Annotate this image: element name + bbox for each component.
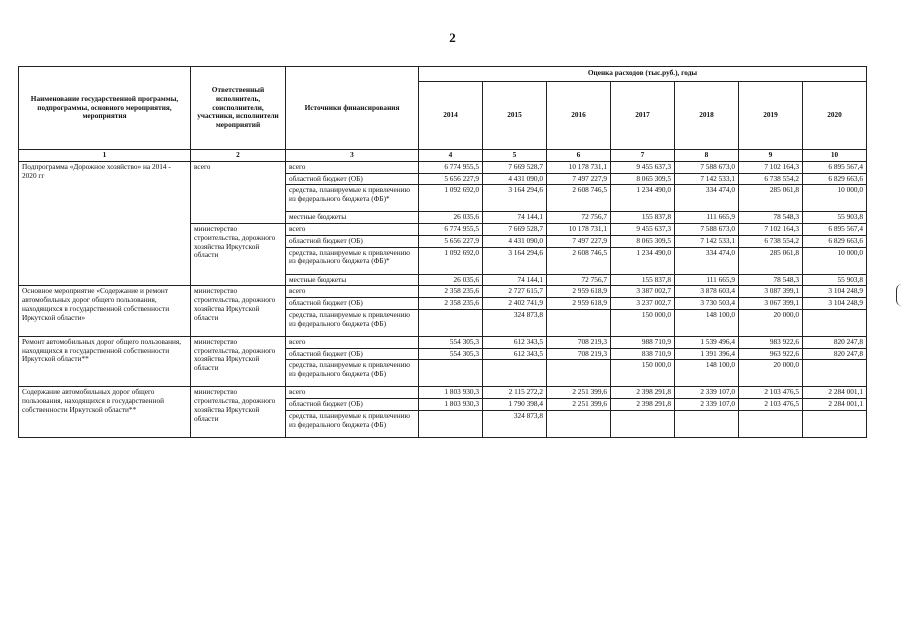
amount-cell: 3 067 399,1 — [739, 298, 803, 310]
table-row — [19, 161, 867, 173]
amount-cell: 3 387 002,7 — [611, 286, 675, 298]
funding-source-cell: областной бюджет (ОБ) — [286, 173, 419, 185]
amount-cell: 155 837,8 — [611, 274, 675, 286]
amount-cell: 6 895 567,4 — [803, 224, 867, 236]
header-year: 2014 — [419, 81, 483, 149]
amount-cell — [547, 360, 611, 387]
funding-source-cell: областной бюджет (ОБ) — [286, 348, 419, 360]
amount-cell: 5 656 227,9 — [419, 173, 483, 185]
amount-cell: 3 104 248,9 — [803, 286, 867, 298]
amount-cell: 5 656 227,9 — [419, 235, 483, 247]
program-name-cell: Основное мероприятие «Содержание и ремонт автомобильных дорог общего пользования, находящихся в государственной собственности Иркутской области» — [19, 286, 191, 337]
amount-cell: 20 000,0 — [739, 360, 803, 387]
column-number: 1 — [19, 150, 191, 162]
amount-cell: 2 608 746,5 — [547, 185, 611, 212]
amount-cell: 9 455 637,3 — [611, 224, 675, 236]
program-name-cell: Содержание автомобильных дорог общего пользования, находящихся в государственной собственности Иркутской области** — [19, 387, 191, 438]
amount-cell: 983 922,6 — [739, 336, 803, 348]
amount-cell: 1 391 396,4 — [675, 348, 739, 360]
header-year: 2016 — [547, 81, 611, 149]
amount-cell: 7 142 533,1 — [675, 235, 739, 247]
amount-cell: 2 959 618,9 — [547, 286, 611, 298]
header-estimate: Оценка расходов (тыс.руб.), годы — [419, 67, 867, 82]
amount-cell: 3 164 294,6 — [483, 185, 547, 212]
amount-cell — [803, 410, 867, 437]
funding-source-cell: областной бюджет (ОБ) — [286, 399, 419, 411]
amount-cell — [547, 309, 611, 336]
column-number: 9 — [739, 150, 803, 162]
table-row — [19, 336, 867, 348]
amount-cell: 150 000,0 — [611, 360, 675, 387]
responsible-cell: министерство строительства, дорожного хозяйства Иркутской области — [191, 336, 286, 387]
header-year: 2019 — [739, 81, 803, 149]
amount-cell: 72 756,7 — [547, 274, 611, 286]
amount-cell: 3 237 002,7 — [611, 298, 675, 310]
header-year: 2015 — [483, 81, 547, 149]
amount-cell: 7 669 528,7 — [483, 224, 547, 236]
funding-source-cell: всего — [286, 286, 419, 298]
column-number: 10 — [803, 150, 867, 162]
amount-cell: 1 803 930,3 — [419, 387, 483, 399]
amount-cell: 78 548,3 — [739, 274, 803, 286]
amount-cell: 150 000,0 — [611, 309, 675, 336]
amount-cell: 155 837,8 — [611, 212, 675, 224]
funding-source-cell: местные бюджеты — [286, 274, 419, 286]
header-year: 2018 — [675, 81, 739, 149]
funding-source-cell: всего — [286, 224, 419, 236]
column-number: 5 — [483, 150, 547, 162]
amount-cell: 3 164 294,6 — [483, 247, 547, 274]
amount-cell: 963 922,6 — [739, 348, 803, 360]
amount-cell: 10 000,0 — [803, 185, 867, 212]
amount-cell: 148 100,0 — [675, 360, 739, 387]
amount-cell: 2 284 001,1 — [803, 399, 867, 411]
amount-cell: 26 035,6 — [419, 212, 483, 224]
column-number: 2 — [191, 150, 286, 162]
amount-cell: 2 251 399,6 — [547, 399, 611, 411]
amount-cell: 111 665,9 — [675, 274, 739, 286]
amount-cell: 2 398 291,8 — [611, 387, 675, 399]
amount-cell: 2 727 615,7 — [483, 286, 547, 298]
amount-cell: 3 104 248,9 — [803, 298, 867, 310]
program-name-cell: Ремонт автомобильных дорог общего пользования, находящихся в государственной собственности Иркутской области** — [19, 336, 191, 387]
amount-cell: 1 539 496,4 — [675, 336, 739, 348]
amount-cell: 8 065 309,5 — [611, 173, 675, 185]
amount-cell: 2 959 618,9 — [547, 298, 611, 310]
amount-cell: 1 234 490,0 — [611, 185, 675, 212]
amount-cell: 6 829 663,6 — [803, 173, 867, 185]
funding-source-cell: областной бюджет (ОБ) — [286, 235, 419, 247]
amount-cell: 3 087 399,1 — [739, 286, 803, 298]
amount-cell: 2 103 476,5 — [739, 399, 803, 411]
amount-cell: 148 100,0 — [675, 309, 739, 336]
amount-cell: 334 474,0 — [675, 185, 739, 212]
responsible-cell: всего — [191, 161, 286, 223]
header-year: 2017 — [611, 81, 675, 149]
amount-cell: 6 738 554,2 — [739, 235, 803, 247]
amount-cell: 820 247,8 — [803, 348, 867, 360]
amount-cell: 6 895 567,4 — [803, 161, 867, 173]
amount-cell: 554 305,3 — [419, 348, 483, 360]
responsible-cell: министерство строительства, дорожного хозяйства Иркутской области — [191, 387, 286, 438]
amount-cell: 2 339 107,0 — [675, 399, 739, 411]
funding-source-cell: всего — [286, 161, 419, 173]
amount-cell: 1 234 490,0 — [611, 247, 675, 274]
header-name: Наименование государственной программы, подпрограммы, основного мероприятия, мероприятия — [19, 67, 191, 150]
header-sources: Источники финансирования — [286, 67, 419, 150]
amount-cell: 2 608 746,5 — [547, 247, 611, 274]
column-number: 4 — [419, 150, 483, 162]
funding-source-cell: местные бюджеты — [286, 212, 419, 224]
amount-cell — [483, 360, 547, 387]
funding-source-cell: средства, планируемые к привлечению из федерального бюджета (ФБ) — [286, 309, 419, 336]
funding-source-cell: средства, планируемые к привлечению из федерального бюджета (ФБ)* — [286, 247, 419, 274]
amount-cell: 7 669 528,7 — [483, 161, 547, 173]
amount-cell: 2 358 235,6 — [419, 298, 483, 310]
amount-cell: 3 730 503,4 — [675, 298, 739, 310]
amount-cell: 7 102 164,3 — [739, 161, 803, 173]
amount-cell: 1 092 692,0 — [419, 185, 483, 212]
amount-cell: 7 588 673,0 — [675, 161, 739, 173]
amount-cell: 2 115 272,2 — [483, 387, 547, 399]
amount-cell — [611, 410, 675, 437]
amount-cell: 4 431 090,0 — [483, 173, 547, 185]
funding-source-cell: средства, планируемые к привлечению из федерального бюджета (ФБ) — [286, 410, 419, 437]
expense-table — [18, 66, 867, 438]
funding-source-cell: средства, планируемые к привлечению из федерального бюджета (ФБ) — [286, 360, 419, 387]
amount-cell: 6 738 554,2 — [739, 173, 803, 185]
amount-cell: 612 343,5 — [483, 348, 547, 360]
header-year: 2020 — [803, 81, 867, 149]
amount-cell: 324 873,8 — [483, 309, 547, 336]
amount-cell: 554 305,3 — [419, 336, 483, 348]
amount-cell: 334 474,0 — [675, 247, 739, 274]
responsible-cell: министерство строительства, дорожного хозяйства Иркутской области — [191, 224, 286, 286]
amount-cell: 8 065 309,5 — [611, 235, 675, 247]
amount-cell: 20 000,0 — [739, 309, 803, 336]
funding-source-cell: средства, планируемые к привлечению из федерального бюджета (ФБ)* — [286, 185, 419, 212]
amount-cell — [803, 309, 867, 336]
amount-cell: 74 144,1 — [483, 274, 547, 286]
column-number: 8 — [675, 150, 739, 162]
amount-cell: 9 455 637,3 — [611, 161, 675, 173]
amount-cell: 3 878 603,4 — [675, 286, 739, 298]
program-name-cell: Подпрограмма «Дорожное хозяйство» на 2014 - 2020 гг — [19, 161, 191, 286]
amount-cell: 55 903,8 — [803, 274, 867, 286]
amount-cell: 72 756,7 — [547, 212, 611, 224]
amount-cell — [739, 410, 803, 437]
header-responsible: Ответственный исполнитель, соисполнители, участники, исполнители мероприятий — [191, 67, 286, 150]
amount-cell: 2 358 235,6 — [419, 286, 483, 298]
amount-cell: 7 588 673,0 — [675, 224, 739, 236]
amount-cell: 324 873,8 — [483, 410, 547, 437]
amount-cell — [419, 410, 483, 437]
amount-cell: 4 431 090,0 — [483, 235, 547, 247]
amount-cell: 7 497 227,9 — [547, 173, 611, 185]
responsible-cell: министерство строительства, дорожного хозяйства Иркутской области — [191, 286, 286, 337]
amount-cell: 708 219,3 — [547, 336, 611, 348]
amount-cell: 2 103 476,5 — [739, 387, 803, 399]
amount-cell: 1 803 930,3 — [419, 399, 483, 411]
amount-cell: 2 251 399,6 — [547, 387, 611, 399]
amount-cell: 2 398 291,8 — [611, 399, 675, 411]
funding-source-cell: областной бюджет (ОБ) — [286, 298, 419, 310]
amount-cell: 1 790 398,4 — [483, 399, 547, 411]
amount-cell: 111 665,9 — [675, 212, 739, 224]
amount-cell: 10 178 731,1 — [547, 161, 611, 173]
amount-cell: 838 710,9 — [611, 348, 675, 360]
scan-edge-mark — [896, 284, 903, 306]
amount-cell — [675, 410, 739, 437]
table-row — [19, 286, 867, 298]
amount-cell — [419, 309, 483, 336]
amount-cell — [803, 360, 867, 387]
amount-cell: 285 061,8 — [739, 185, 803, 212]
amount-cell: 26 035,6 — [419, 274, 483, 286]
funding-source-cell: всего — [286, 387, 419, 399]
amount-cell: 6 829 663,6 — [803, 235, 867, 247]
amount-cell: 78 548,3 — [739, 212, 803, 224]
table-row — [19, 387, 867, 399]
amount-cell: 2 402 741,9 — [483, 298, 547, 310]
column-number: 3 — [286, 150, 419, 162]
amount-cell: 612 343,5 — [483, 336, 547, 348]
amount-cell: 7 142 533,1 — [675, 173, 739, 185]
amount-cell: 55 903,8 — [803, 212, 867, 224]
amount-cell: 10 000,0 — [803, 247, 867, 274]
amount-cell: 708 219,3 — [547, 348, 611, 360]
amount-cell: 988 710,9 — [611, 336, 675, 348]
column-number: 6 — [547, 150, 611, 162]
table-body — [19, 161, 867, 437]
amount-cell: 2 284 001,1 — [803, 387, 867, 399]
column-number: 7 — [611, 150, 675, 162]
amount-cell: 7 102 164,3 — [739, 224, 803, 236]
amount-cell — [419, 360, 483, 387]
amount-cell: 6 774 955,5 — [419, 161, 483, 173]
amount-cell: 1 092 692,0 — [419, 247, 483, 274]
amount-cell: 6 774 955,5 — [419, 224, 483, 236]
amount-cell: 10 178 731,1 — [547, 224, 611, 236]
amount-cell — [547, 410, 611, 437]
amount-cell: 820 247,8 — [803, 336, 867, 348]
amount-cell: 74 144,1 — [483, 212, 547, 224]
page-number: 2 — [449, 30, 456, 45]
funding-source-cell: всего — [286, 336, 419, 348]
amount-cell: 285 061,8 — [739, 247, 803, 274]
amount-cell: 7 497 227,9 — [547, 235, 611, 247]
amount-cell: 2 339 107,0 — [675, 387, 739, 399]
